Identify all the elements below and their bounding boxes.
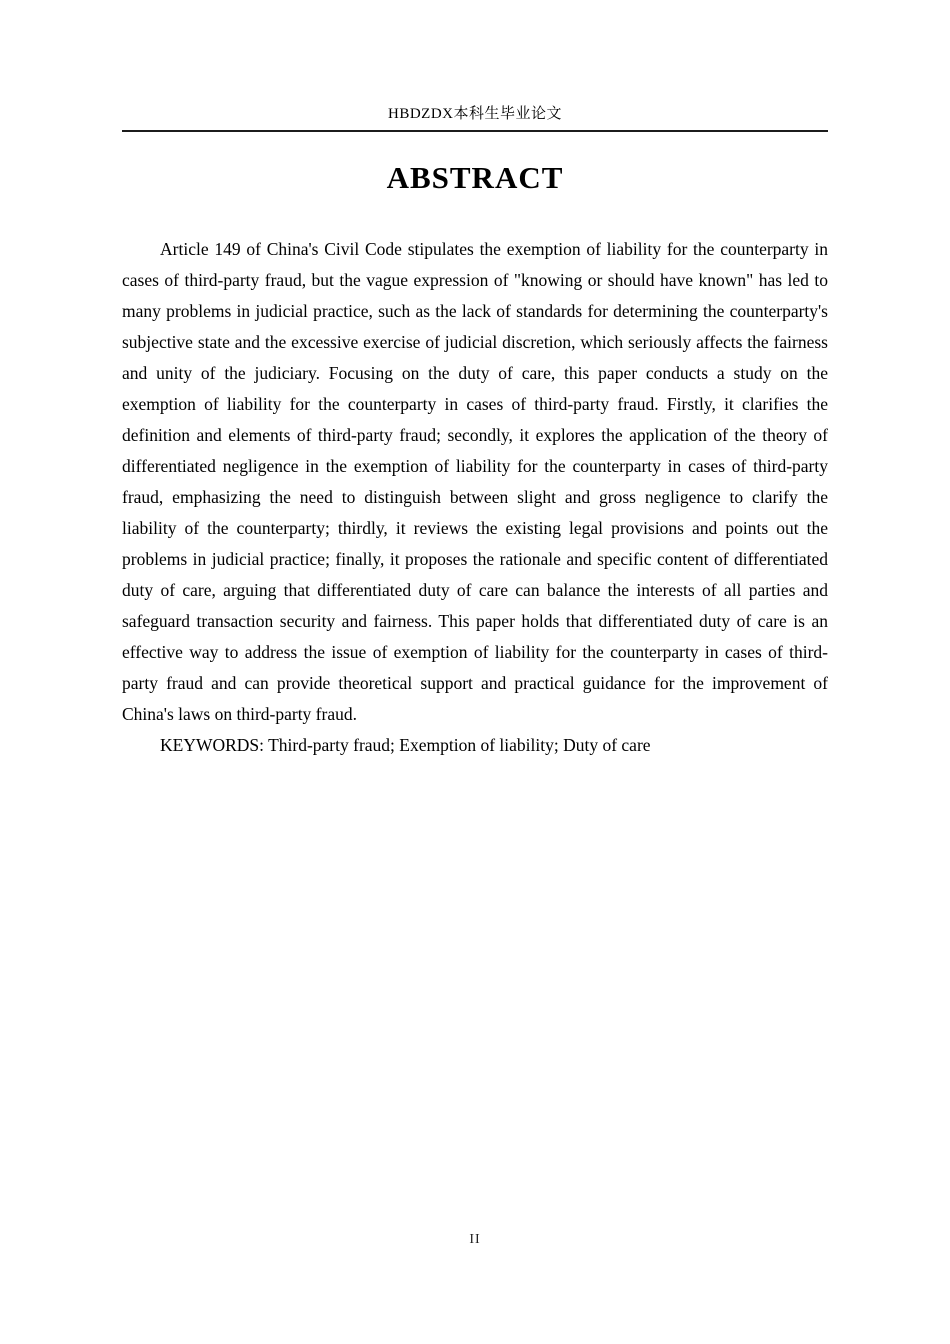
page-number: II xyxy=(469,1232,481,1247)
abstract-title: ABSTRACT xyxy=(386,160,564,195)
page-footer xyxy=(0,1232,950,1248)
abstract-body: Article 149 of China's Civil Code stipulates the exemption of liability for the counterparty in cases of third-party fraud, but the vague expression of "knowing or should have known" has led to many problems in judicial practice, such as the lack of standards for determining the counterparty's subjective state and the excessive exercise of judicial discretion, which seriously affects the fairness and unity of the judiciary. Focusing on the duty of care, this paper conducts a study on the exemption of liability for the counterparty in cases of third-party fraud. Firstly, it clarifies the definition and elements of third-party fraud; secondly, it explores the application of the theory of differentiated negligence in the exemption of liability for the counterparty in cases of third-party fraud, emphasizing the need to distinguish between slight and gross negligence to clarify the liability of the counterparty; thirdly, it reviews the existing legal provisions and points out the problems in judicial practice; finally, it proposes the rationale and specific content of differentiated duty of care, arguing that differentiated duty of care can balance the interests of all parties and safeguard transaction security and fairness. This paper holds that differentiated duty of care is an effective way to address the issue of exemption of liability for the counterparty in cases of third-party fraud and can provide theoretical support and practical guidance for the improvement of China's laws on third-party fraud. xyxy=(122,239,828,724)
page-content xyxy=(122,0,828,761)
keywords-line: KEYWORDS: Third-party fraud; Exemption of liability; Duty of care xyxy=(160,735,651,755)
header-title: HBDZDX本科生毕业论文 xyxy=(388,106,562,122)
page-header xyxy=(122,104,828,132)
